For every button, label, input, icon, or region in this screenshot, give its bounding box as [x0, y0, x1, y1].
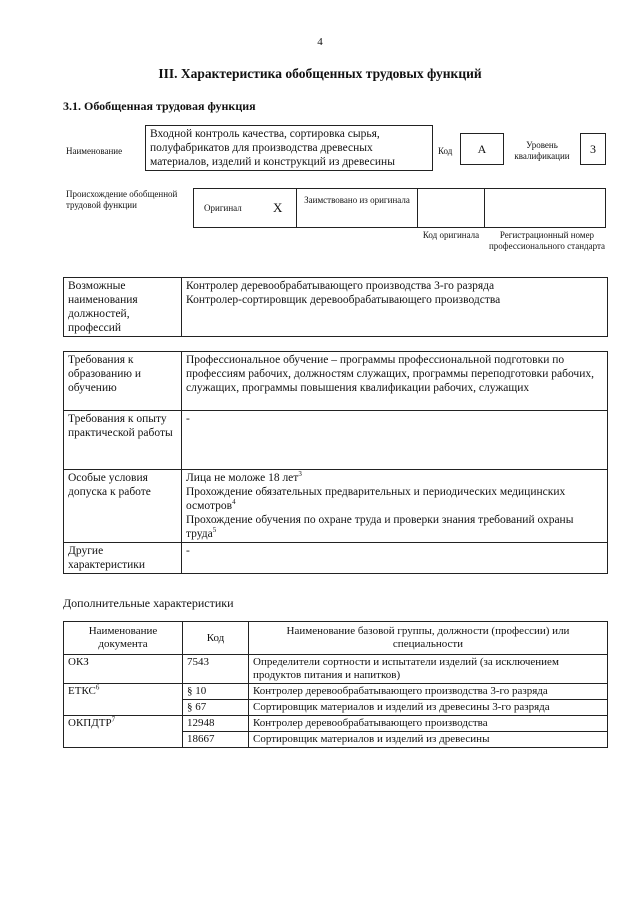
requirement-label: Требования к образованию и обучению [64, 352, 182, 411]
positions-row [64, 278, 608, 337]
code-cell: § 67 [183, 700, 249, 716]
requirement-label: Особые условия допуска к работе [64, 470, 182, 543]
doc-cell: ЕТКС$^6$ [64, 684, 183, 716]
code-cell: 7543 [183, 655, 249, 684]
code-cell: § 10 [183, 684, 249, 700]
requirement-line: Прохождение обучения по охране труда и проверки знания требований охраны труда$^5$ [186, 514, 574, 540]
requirements-table [63, 351, 608, 574]
position-item: Контролер-сортировщик деревообрабатывающего производства [186, 294, 501, 306]
borrowed-label: Заимствовано из оригинала [304, 195, 410, 205]
code-original-box [417, 188, 485, 228]
name-cell: Контролер деревообрабатывающего производства [249, 716, 608, 732]
table-row [64, 716, 608, 732]
requirement-label: Другие характеристики [64, 543, 182, 574]
name-label: Наименование [66, 146, 123, 156]
section-title: III. Характеристика обобщенных трудовых функций [158, 66, 482, 81]
requirement-line: Прохождение обязательных предварительных и периодических медицинских осмотров$^4$ [186, 486, 566, 512]
requirement-value-list [182, 470, 608, 543]
additional-table [63, 621, 608, 748]
requirement-row [64, 411, 608, 470]
requirement-row [64, 352, 608, 411]
table-row [64, 655, 608, 684]
code-value-box [460, 133, 504, 165]
table-header-row [64, 622, 608, 655]
function-name-box [145, 125, 433, 171]
origin-label: Происхождение обобщенной трудовой функции [66, 189, 178, 210]
code-cell: 18667 [183, 732, 249, 748]
positions-label: Возможные наименования должностей, профессий [64, 278, 182, 337]
doc-cell: ОКЗ [64, 655, 183, 684]
original-label: Оригинал [204, 203, 242, 213]
level-value-box [580, 133, 606, 165]
requirement-label: Требования к опыту практической работы [64, 411, 182, 470]
positions-values [182, 278, 608, 337]
subsection-title: 3.1. Обобщенная трудовая функция [63, 99, 256, 113]
name-cell: Определители сортности и испытатели изделий (за исключением продуктов питания и напитков) [249, 655, 608, 684]
requirement-row [64, 543, 608, 574]
column-header: Наименование базовой группы, должности (профессии) или специальности [249, 622, 608, 655]
reg-number-label: Регистрационный номер профессионального стандарта [488, 230, 606, 251]
table-row [64, 684, 608, 700]
level-value: 3 [590, 142, 596, 156]
code-value: А [477, 142, 487, 156]
requirement-row [64, 470, 608, 543]
additional-title: Дополнительные характеристики [63, 596, 234, 610]
level-label: Уровень квалификации [514, 140, 570, 161]
column-header: Наименование документа [64, 622, 183, 655]
code-cell: 12948 [183, 716, 249, 732]
original-box [193, 188, 297, 228]
code-label: Код [438, 146, 453, 156]
function-name-value: Входной контроль качества, сортировка сырья, полуфабрикатов для производства древесных материалов, изделий и конструкций из древесины [150, 128, 395, 168]
borrowed-box [296, 188, 418, 228]
column-header: Код [183, 622, 249, 655]
page-number: 4 [317, 36, 323, 48]
reg-number-box [484, 188, 606, 228]
positions-table [63, 277, 608, 337]
requirement-value: - [182, 411, 608, 470]
name-cell: Контролер деревообрабатывающего производства 3-го разряда [249, 684, 608, 700]
requirement-value: - [182, 543, 608, 574]
original-mark: X [273, 200, 283, 215]
position-item: Контролер деревообрабатывающего производства 3-го разряда [186, 280, 495, 292]
doc-cell: ОКПДТР$^7$ [64, 716, 183, 748]
requirement-value: Профессиональное обучение – программы профессиональной подготовки по профессиям рабочих, должностям служащих, программы переподготовки рабочих, служащих, программы повышения квалификации рабочих, служащих [182, 352, 608, 411]
name-cell: Сортировщик материалов и изделий из древесины 3-го разряда [249, 700, 608, 716]
name-cell: Сортировщик материалов и изделий из древесины [249, 732, 608, 748]
requirement-line: Лица не моложе 18 лет$^3$ [186, 470, 302, 484]
code-original-label: Код оригинала [422, 230, 480, 240]
